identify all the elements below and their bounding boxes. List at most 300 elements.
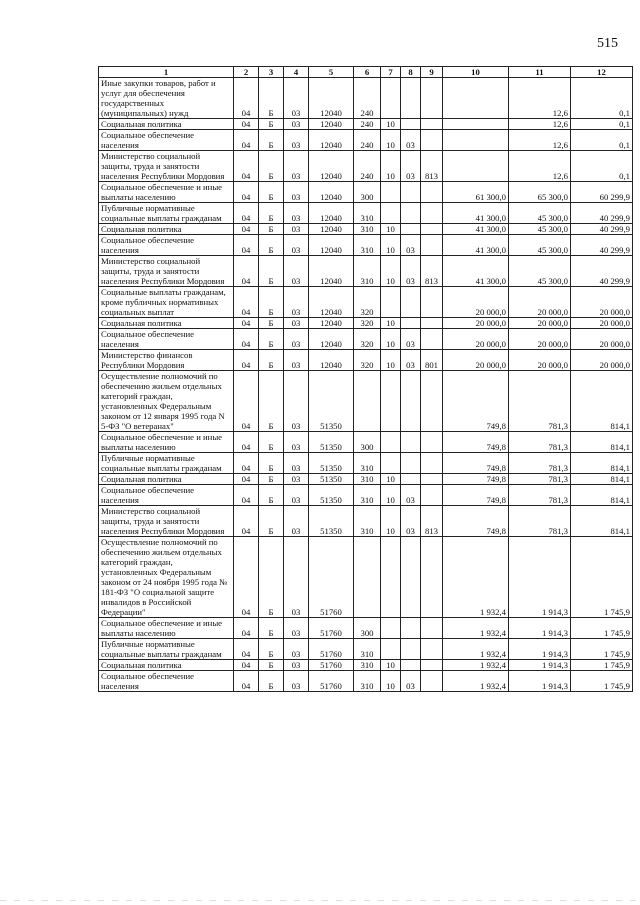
code-cell: 03 — [284, 350, 309, 371]
code-cell: 51760 — [309, 618, 354, 639]
code-cell: Б — [259, 485, 284, 506]
code-cell: 10 — [381, 350, 401, 371]
column-header: 8 — [401, 67, 421, 78]
table-header-row — [99, 67, 633, 78]
code-cell — [421, 287, 443, 318]
amount-cell: 20 000,0 — [509, 329, 571, 350]
code-cell: 03 — [284, 130, 309, 151]
column-header: 1 — [99, 67, 234, 78]
code-cell: Б — [259, 371, 284, 432]
amount-cell: 41 300,0 — [443, 235, 509, 256]
code-cell: 03 — [284, 371, 309, 432]
code-cell: 310 — [354, 671, 381, 692]
row-name-cell: Социальное обеспечение и иные выплаты населению — [99, 432, 234, 453]
code-cell: 12040 — [309, 350, 354, 371]
code-cell: 300 — [354, 182, 381, 203]
code-cell: 10 — [381, 235, 401, 256]
row-name-cell: Публичные нормативные социальные выплаты гражданам — [99, 203, 234, 224]
table-row — [99, 350, 633, 371]
code-cell: 03 — [284, 618, 309, 639]
code-cell — [354, 537, 381, 618]
code-cell — [421, 453, 443, 474]
code-cell: 03 — [284, 119, 309, 130]
code-cell: 240 — [354, 78, 381, 119]
row-name-cell: Социальное обеспечение населения — [99, 485, 234, 506]
code-cell: Б — [259, 78, 284, 119]
code-cell: 04 — [234, 224, 259, 235]
table-row — [99, 256, 633, 287]
amount-cell: 41 300,0 — [443, 256, 509, 287]
amount-cell: 20 000,0 — [509, 318, 571, 329]
table-row — [99, 78, 633, 119]
code-cell: Б — [259, 182, 284, 203]
code-cell: 04 — [234, 485, 259, 506]
code-cell — [401, 639, 421, 660]
amount-cell: 1 745,9 — [571, 671, 633, 692]
amount-cell: 45 300,0 — [509, 203, 571, 224]
code-cell — [381, 78, 401, 119]
code-cell — [401, 182, 421, 203]
amount-cell: 20 000,0 — [571, 287, 633, 318]
row-name-cell: Иные закупки товаров, работ и услуг для обеспечения государственных (муниципальных) нужд — [99, 78, 234, 119]
code-cell: 51350 — [309, 485, 354, 506]
code-cell: 03 — [284, 453, 309, 474]
row-name-cell: Осуществление полномочий по обеспечению жильем отдельных категорий граждан, установленных Федеральным законом от 24 ноября 1995 года № 181-ФЗ "О социальной защите инвалидов в Российской Федерации" — [99, 537, 234, 618]
amount-cell: 20 000,0 — [443, 318, 509, 329]
code-cell: Б — [259, 660, 284, 671]
code-cell: Б — [259, 287, 284, 318]
amount-cell: 20 000,0 — [571, 318, 633, 329]
column-header: 10 — [443, 67, 509, 78]
code-cell: 310 — [354, 506, 381, 537]
amount-cell: 20 000,0 — [571, 329, 633, 350]
code-cell: 12040 — [309, 329, 354, 350]
code-cell — [381, 203, 401, 224]
column-header: 7 — [381, 67, 401, 78]
page-number: 515 — [597, 36, 618, 51]
code-cell — [401, 318, 421, 329]
code-cell: 10 — [381, 151, 401, 182]
table-row — [99, 119, 633, 130]
amount-cell: 1 745,9 — [571, 537, 633, 618]
code-cell: 12040 — [309, 119, 354, 130]
amount-cell: 0,1 — [571, 119, 633, 130]
code-cell — [401, 432, 421, 453]
code-cell: 310 — [354, 660, 381, 671]
code-cell: 04 — [234, 182, 259, 203]
code-cell: 03 — [284, 78, 309, 119]
code-cell: 240 — [354, 130, 381, 151]
amount-cell: 20 000,0 — [443, 287, 509, 318]
code-cell — [401, 453, 421, 474]
code-cell: 51760 — [309, 639, 354, 660]
code-cell: 10 — [381, 485, 401, 506]
code-cell: Б — [259, 235, 284, 256]
amount-cell: 749,8 — [443, 453, 509, 474]
code-cell: 813 — [421, 151, 443, 182]
code-cell: 10 — [381, 671, 401, 692]
amount-cell: 0,1 — [571, 130, 633, 151]
code-cell: 51760 — [309, 671, 354, 692]
row-name-cell: Публичные нормативные социальные выплаты гражданам — [99, 639, 234, 660]
row-name-cell: Министерство социальной защиты, труда и занятости населения Республики Мордовия — [99, 506, 234, 537]
code-cell: 03 — [284, 671, 309, 692]
code-cell: 03 — [401, 671, 421, 692]
amount-cell: 60 299,9 — [571, 182, 633, 203]
code-cell: 04 — [234, 371, 259, 432]
amount-cell: 45 300,0 — [509, 235, 571, 256]
code-cell: 300 — [354, 618, 381, 639]
code-cell: 12040 — [309, 203, 354, 224]
row-name-cell: Социальное обеспечение и иные выплаты населению — [99, 618, 234, 639]
amount-cell: 1 745,9 — [571, 618, 633, 639]
amount-cell: 749,8 — [443, 506, 509, 537]
row-name-cell: Социальная политика — [99, 119, 234, 130]
code-cell: 51350 — [309, 453, 354, 474]
code-cell — [421, 119, 443, 130]
column-header: 4 — [284, 67, 309, 78]
amount-cell: 749,8 — [443, 371, 509, 432]
amount-cell: 20 000,0 — [443, 329, 509, 350]
code-cell: Б — [259, 639, 284, 660]
amount-cell: 1 914,3 — [509, 671, 571, 692]
column-header: 5 — [309, 67, 354, 78]
column-header: 6 — [354, 67, 381, 78]
code-cell: 04 — [234, 453, 259, 474]
row-name-cell: Социальные выплаты гражданам, кроме публичных нормативных социальных выплат — [99, 287, 234, 318]
code-cell: 10 — [381, 474, 401, 485]
code-cell — [401, 224, 421, 235]
amount-cell: 45 300,0 — [509, 224, 571, 235]
code-cell: 03 — [401, 506, 421, 537]
code-cell: 03 — [284, 151, 309, 182]
code-cell — [421, 130, 443, 151]
row-name-cell: Социальное обеспечение и иные выплаты населению — [99, 182, 234, 203]
code-cell: Б — [259, 203, 284, 224]
code-cell: 03 — [284, 329, 309, 350]
amount-cell: 65 300,0 — [509, 182, 571, 203]
amount-cell: 1 914,3 — [509, 639, 571, 660]
code-cell: 04 — [234, 432, 259, 453]
row-name-cell: Министерство социальной защиты, труда и занятости населения Республики Мордовия — [99, 256, 234, 287]
code-cell: Б — [259, 537, 284, 618]
code-cell: 03 — [401, 151, 421, 182]
code-cell: 51350 — [309, 371, 354, 432]
amount-cell — [443, 130, 509, 151]
code-cell: 03 — [401, 130, 421, 151]
code-cell: 813 — [421, 506, 443, 537]
code-cell: 04 — [234, 671, 259, 692]
code-cell: 03 — [284, 474, 309, 485]
amount-cell: 781,3 — [509, 506, 571, 537]
code-cell: 10 — [381, 130, 401, 151]
row-name-cell: Социальная политика — [99, 224, 234, 235]
code-cell: 03 — [284, 660, 309, 671]
table-row — [99, 203, 633, 224]
code-cell: 04 — [234, 203, 259, 224]
amount-cell: 40 299,9 — [571, 203, 633, 224]
table-row — [99, 485, 633, 506]
code-cell: Б — [259, 453, 284, 474]
table-row — [99, 130, 633, 151]
code-cell: 240 — [354, 119, 381, 130]
code-cell: 320 — [354, 329, 381, 350]
amount-cell: 40 299,9 — [571, 224, 633, 235]
code-cell: 10 — [381, 506, 401, 537]
code-cell: 03 — [284, 318, 309, 329]
code-cell — [401, 537, 421, 618]
column-header: 3 — [259, 67, 284, 78]
code-cell: 310 — [354, 224, 381, 235]
code-cell: Б — [259, 256, 284, 287]
code-cell — [421, 618, 443, 639]
amount-cell: 1 932,4 — [443, 618, 509, 639]
code-cell: 03 — [284, 639, 309, 660]
code-cell: 03 — [284, 537, 309, 618]
amount-cell: 814,1 — [571, 453, 633, 474]
code-cell — [401, 660, 421, 671]
table-row — [99, 287, 633, 318]
row-name-cell: Социальная политика — [99, 660, 234, 671]
code-cell — [421, 432, 443, 453]
amount-cell: 41 300,0 — [443, 224, 509, 235]
table-row — [99, 671, 633, 692]
code-cell: 03 — [284, 224, 309, 235]
code-cell: 300 — [354, 432, 381, 453]
code-cell: 04 — [234, 639, 259, 660]
amount-cell: 1 914,3 — [509, 618, 571, 639]
amount-cell — [443, 119, 509, 130]
code-cell: 03 — [284, 182, 309, 203]
code-cell: 04 — [234, 78, 259, 119]
table-row — [99, 182, 633, 203]
code-cell — [401, 203, 421, 224]
code-cell: 320 — [354, 350, 381, 371]
code-cell — [421, 318, 443, 329]
code-cell — [421, 639, 443, 660]
code-cell: 10 — [381, 329, 401, 350]
amount-cell: 1 914,3 — [509, 537, 571, 618]
table-row — [99, 235, 633, 256]
code-cell: 04 — [234, 506, 259, 537]
code-cell: 12040 — [309, 235, 354, 256]
code-cell: 03 — [401, 256, 421, 287]
code-cell: 04 — [234, 287, 259, 318]
amount-cell: 814,1 — [571, 371, 633, 432]
amount-cell: 12,6 — [509, 119, 571, 130]
amount-cell: 781,3 — [509, 485, 571, 506]
table-row — [99, 506, 633, 537]
amount-cell: 781,3 — [509, 453, 571, 474]
amount-cell: 0,1 — [571, 78, 633, 119]
code-cell — [381, 371, 401, 432]
code-cell: 04 — [234, 618, 259, 639]
table-row — [99, 224, 633, 235]
code-cell: 04 — [234, 660, 259, 671]
amount-cell: 814,1 — [571, 485, 633, 506]
code-cell: 320 — [354, 318, 381, 329]
code-cell: 04 — [234, 329, 259, 350]
code-cell: 03 — [284, 506, 309, 537]
amount-cell: 749,8 — [443, 432, 509, 453]
code-cell: Б — [259, 350, 284, 371]
code-cell — [401, 78, 421, 119]
table-row — [99, 329, 633, 350]
code-cell — [381, 639, 401, 660]
code-cell — [421, 78, 443, 119]
code-cell — [381, 182, 401, 203]
amount-cell: 45 300,0 — [509, 256, 571, 287]
code-cell: 03 — [284, 432, 309, 453]
column-header: 11 — [509, 67, 571, 78]
code-cell: Б — [259, 432, 284, 453]
code-cell: 04 — [234, 318, 259, 329]
code-cell: 03 — [284, 235, 309, 256]
table-row — [99, 660, 633, 671]
amount-cell — [443, 78, 509, 119]
row-name-cell: Публичные нормативные социальные выплаты гражданам — [99, 453, 234, 474]
code-cell: Б — [259, 474, 284, 485]
code-cell: 12040 — [309, 287, 354, 318]
table-row — [99, 318, 633, 329]
code-cell: 10 — [381, 256, 401, 287]
code-cell: 310 — [354, 453, 381, 474]
code-cell: 310 — [354, 639, 381, 660]
table-row — [99, 639, 633, 660]
amount-cell: 40 299,9 — [571, 256, 633, 287]
column-header: 12 — [571, 67, 633, 78]
code-cell: 04 — [234, 350, 259, 371]
code-cell: Б — [259, 671, 284, 692]
code-cell: 240 — [354, 151, 381, 182]
table-row — [99, 453, 633, 474]
amount-cell: 1 932,4 — [443, 639, 509, 660]
code-cell: 51760 — [309, 660, 354, 671]
code-cell — [381, 432, 401, 453]
code-cell: 310 — [354, 485, 381, 506]
column-header: 2 — [234, 67, 259, 78]
code-cell — [381, 287, 401, 318]
code-cell: 04 — [234, 474, 259, 485]
code-cell: 03 — [401, 350, 421, 371]
table-row — [99, 618, 633, 639]
amount-cell: 0,1 — [571, 151, 633, 182]
table-row — [99, 474, 633, 485]
code-cell: Б — [259, 506, 284, 537]
amount-cell: 749,8 — [443, 474, 509, 485]
code-cell: 03 — [401, 329, 421, 350]
budget-table — [98, 66, 633, 692]
code-cell — [381, 618, 401, 639]
code-cell — [381, 453, 401, 474]
code-cell: 04 — [234, 130, 259, 151]
code-cell — [401, 618, 421, 639]
code-cell: 51760 — [309, 537, 354, 618]
amount-cell: 1 932,4 — [443, 537, 509, 618]
code-cell — [421, 474, 443, 485]
code-cell: 51350 — [309, 432, 354, 453]
scan-edge-line — [0, 900, 640, 901]
code-cell — [401, 474, 421, 485]
code-cell — [421, 224, 443, 235]
row-name-cell: Министерство социальной защиты, труда и занятости населения Республики Мордовия — [99, 151, 234, 182]
code-cell: 04 — [234, 235, 259, 256]
row-name-cell: Социальное обеспечение населения — [99, 329, 234, 350]
amount-cell: 20 000,0 — [509, 350, 571, 371]
table-row — [99, 537, 633, 618]
code-cell: 03 — [284, 485, 309, 506]
code-cell: 12040 — [309, 182, 354, 203]
code-cell — [421, 485, 443, 506]
code-cell: 04 — [234, 151, 259, 182]
code-cell: 12040 — [309, 224, 354, 235]
code-cell — [421, 235, 443, 256]
amount-cell: 61 300,0 — [443, 182, 509, 203]
code-cell: 51350 — [309, 474, 354, 485]
row-name-cell: Министерство финансов Республики Мордовия — [99, 350, 234, 371]
code-cell — [421, 182, 443, 203]
code-cell: 12040 — [309, 151, 354, 182]
amount-cell: 20 000,0 — [509, 287, 571, 318]
table-body — [99, 78, 633, 692]
code-cell: 03 — [284, 203, 309, 224]
code-cell — [381, 537, 401, 618]
code-cell — [354, 371, 381, 432]
code-cell: 310 — [354, 235, 381, 256]
amount-cell — [443, 151, 509, 182]
amount-cell: 1 932,4 — [443, 671, 509, 692]
amount-cell: 12,6 — [509, 151, 571, 182]
amount-cell: 1 745,9 — [571, 639, 633, 660]
amount-cell: 814,1 — [571, 506, 633, 537]
code-cell: 813 — [421, 256, 443, 287]
row-name-cell: Социальная политика — [99, 318, 234, 329]
code-cell — [421, 329, 443, 350]
code-cell: 12040 — [309, 130, 354, 151]
code-cell: 03 — [284, 287, 309, 318]
code-cell: 04 — [234, 256, 259, 287]
code-cell — [421, 537, 443, 618]
code-cell: 10 — [381, 119, 401, 130]
code-cell: Б — [259, 329, 284, 350]
code-cell: 310 — [354, 474, 381, 485]
amount-cell: 814,1 — [571, 474, 633, 485]
table-row — [99, 371, 633, 432]
code-cell: Б — [259, 151, 284, 182]
code-cell: 801 — [421, 350, 443, 371]
row-name-cell: Социальное обеспечение населения — [99, 671, 234, 692]
code-cell: Б — [259, 618, 284, 639]
amount-cell: 1 932,4 — [443, 660, 509, 671]
amount-cell: 1 914,3 — [509, 660, 571, 671]
amount-cell: 781,3 — [509, 432, 571, 453]
amount-cell: 814,1 — [571, 432, 633, 453]
code-cell — [401, 287, 421, 318]
code-cell — [421, 371, 443, 432]
code-cell: Б — [259, 130, 284, 151]
code-cell: 10 — [381, 318, 401, 329]
code-cell: 10 — [381, 660, 401, 671]
row-name-cell: Социальное обеспечение населения — [99, 130, 234, 151]
row-name-cell: Социальное обеспечение населения — [99, 235, 234, 256]
row-name-cell: Осуществление полномочий по обеспечению жильем отдельных категорий граждан, установленных Федеральным законом от 12 января 1995 года N 5-ФЗ "О ветеранах" — [99, 371, 234, 432]
code-cell: 04 — [234, 119, 259, 130]
amount-cell: 781,3 — [509, 474, 571, 485]
code-cell — [421, 671, 443, 692]
code-cell: 03 — [284, 256, 309, 287]
row-name-cell: Социальная политика — [99, 474, 234, 485]
amount-cell: 20 000,0 — [571, 350, 633, 371]
